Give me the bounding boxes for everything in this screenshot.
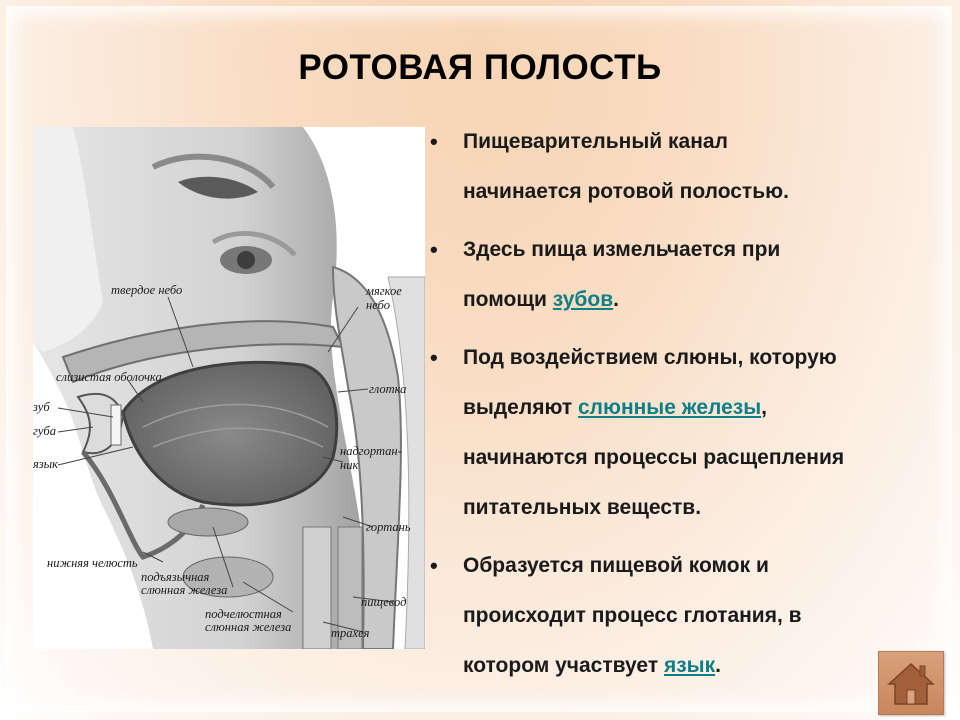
label-tongue: язык	[33, 457, 58, 471]
bullet-item-1	[430, 117, 955, 217]
trachea	[303, 527, 331, 649]
home-icon	[879, 652, 943, 714]
bullet-item-3	[430, 333, 955, 533]
bullet-4-line-3-post: .	[715, 654, 721, 677]
bullet-item-2	[430, 225, 955, 325]
label-mucosa: слизистая оболочка	[56, 370, 162, 384]
link-teeth[interactable]: зубов	[552, 288, 614, 311]
bullet-dot: •	[430, 237, 438, 262]
label-epiglottis-2: ник	[340, 458, 359, 472]
bullet-4-line-2: происходит процесс глотания, в	[463, 604, 802, 627]
label-hard-palate: твердое небо	[111, 283, 183, 297]
label-submandibular-2: слюнная железа	[205, 620, 292, 634]
label-tooth: зуб	[33, 400, 50, 414]
bullet-4-line-3-pre: котором участвует	[463, 654, 664, 677]
bullet-3-line-3: начинаются процессы расщепления	[463, 446, 845, 469]
sublingual-gland	[168, 508, 248, 536]
label-pharynx: глотка	[369, 382, 407, 396]
link-salivary-glands[interactable]: слюнные железы	[577, 396, 762, 419]
bullet-2-line-2-pre: помощи	[463, 288, 553, 311]
bullet-4-line-1: Образуется пищевой комок и	[463, 554, 769, 577]
label-trachea: трахея	[331, 626, 370, 640]
label-epiglottis-1: надгортан-	[340, 444, 402, 458]
label-soft-palate-2: небо	[366, 298, 390, 312]
teeth	[111, 405, 121, 445]
bullet-3-line-4: питательных веществ.	[463, 496, 702, 519]
bullet-dot: •	[430, 345, 438, 370]
label-soft-palate-1: мягкое	[366, 284, 402, 298]
label-lip: губа	[33, 424, 56, 438]
slide-title: РОТОВАЯ ПОЛОСТЬ	[298, 48, 662, 87]
label-esophagus: пищевод	[361, 595, 407, 609]
label-submandibular-1: подчелюстная	[205, 607, 282, 621]
bullet-3-line-1: Под воздействием слюны, которую	[463, 346, 837, 369]
link-tongue[interactable]: язык	[663, 654, 716, 677]
bullet-2-line-2-post: .	[613, 288, 619, 311]
bullet-2-line-1: Здесь пища измельчается при	[463, 238, 781, 261]
bullet-list	[430, 117, 955, 699]
label-sublingual-2: слюнная железа	[141, 583, 228, 597]
home-button[interactable]	[878, 651, 944, 715]
bullet-1-line-1: Пищеварительный канал	[463, 130, 728, 153]
label-larynx: гортань	[366, 520, 411, 534]
anatomy-drawing	[33, 127, 425, 649]
bullet-1-line-2: начинается ротовой полостью.	[463, 180, 789, 203]
bullet-dot: •	[430, 129, 438, 154]
bullet-item-4	[430, 541, 955, 691]
bullet-dot: •	[430, 553, 438, 578]
label-mandible: нижняя челюсть	[47, 556, 138, 570]
bullet-3-line-2-post: ,	[761, 396, 768, 419]
bullet-3-line-2-pre: выделяют	[463, 396, 578, 419]
label-sublingual-1: подъязычная	[141, 570, 210, 584]
mouth-anatomy-illustration	[33, 127, 425, 649]
